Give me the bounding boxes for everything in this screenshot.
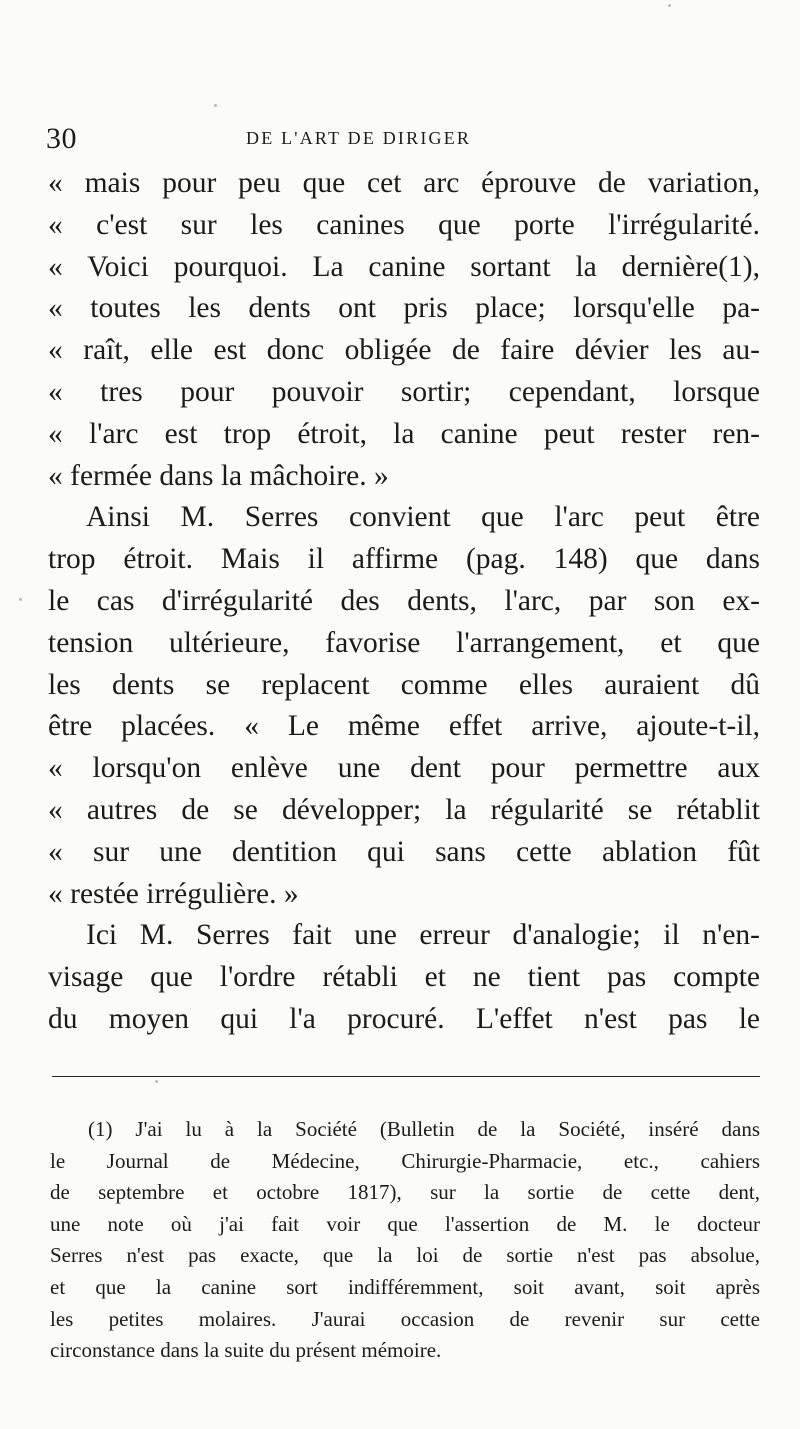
text-line: le cas d'irrégularité des dents, l'arc, par son ex- [48,584,760,617]
main-text [48,163,760,1041]
paragraph-start-line: Ainsi M. Serres convient que l'arc peut être [86,501,760,534]
page-header [46,118,758,158]
text-line: « sur une dentition qui sans cette ablation fût [48,835,760,868]
text-line: « tres pour pouvoir sortir; cependant, lorsque [48,375,760,408]
page-number: 30 [46,122,77,155]
text-line: « l'arc est trop étroit, la canine peut rester ren- [48,417,760,450]
footnote-line: (1) J'ai lu à la Société (Bulletin de la Société, inséré dans [88,1117,760,1141]
text-line: visage que l'ordre rétabli et ne tient pas compte [48,961,760,994]
text-line: être placées. « Le même effet arrive, ajoute-t-il, [48,710,760,743]
text-line: « mais pour peu que cet arc éprouve de variation, [48,167,760,199]
text-line: « raît, elle est donc obligée de faire dévier les au- [48,334,760,367]
running-head: DE L'ART DE DIRIGER [246,128,472,148]
footnote [50,1114,760,1367]
footnote-line: une note où j'ai fait voir que l'assertion de M. le docteur [50,1211,760,1236]
text-line: « lorsqu'on enlève une dent pour permettre aux [48,752,760,785]
text-line: « c'est sur les canines que porte l'irrégularité. [48,208,760,241]
text-line: « toutes les dents ont pris place; lorsqu'elle pa- [48,292,760,325]
paper-speck [19,598,22,601]
footnote-line: les petites molaires. J'aurai occasion de revenir sur cette [50,1306,760,1331]
text-line: « restée irrégulière. » [48,877,299,910]
footnote-line: Serres n'est pas exacte, que la loi de sortie n'est pas absolue, [50,1243,760,1268]
text-line: « autres de se développer; la régularité se rétablit [48,793,760,826]
footnote-line: le Journal de Médecine, Chirurgie-Pharmacie, etc., cahiers [50,1148,760,1173]
paper-speck [668,4,671,7]
footnote-line: de septembre et octobre 1817), sur la sortie de cette dent, [50,1180,760,1205]
text-line: tension ultérieure, favorise l'arrangement, et que [48,626,760,659]
footnote-divider [52,1076,760,1077]
text-line: « fermée dans la mâchoire. » [48,459,389,492]
text-line: les dents se replacent comme elles auraient dû [48,668,760,701]
paragraph-start-line: Ici M. Serres fait une erreur d'analogie; il n'en- [86,919,760,952]
footnote-line: et que la canine sort indifféremment, soit avant, soit après [50,1274,760,1299]
paper-speck [155,1080,158,1083]
text-line: « Voici pourquoi. La canine sortant la dernière(1), [48,250,760,283]
paper-speck [214,104,217,107]
text-line: trop étroit. Mais il affirme (pag. 148) que dans [48,543,760,576]
text-line: du moyen qui l'a procuré. L'effet n'est pas le [48,1002,760,1035]
footnote-line: circonstance dans la suite du présent mémoire. [50,1338,442,1363]
